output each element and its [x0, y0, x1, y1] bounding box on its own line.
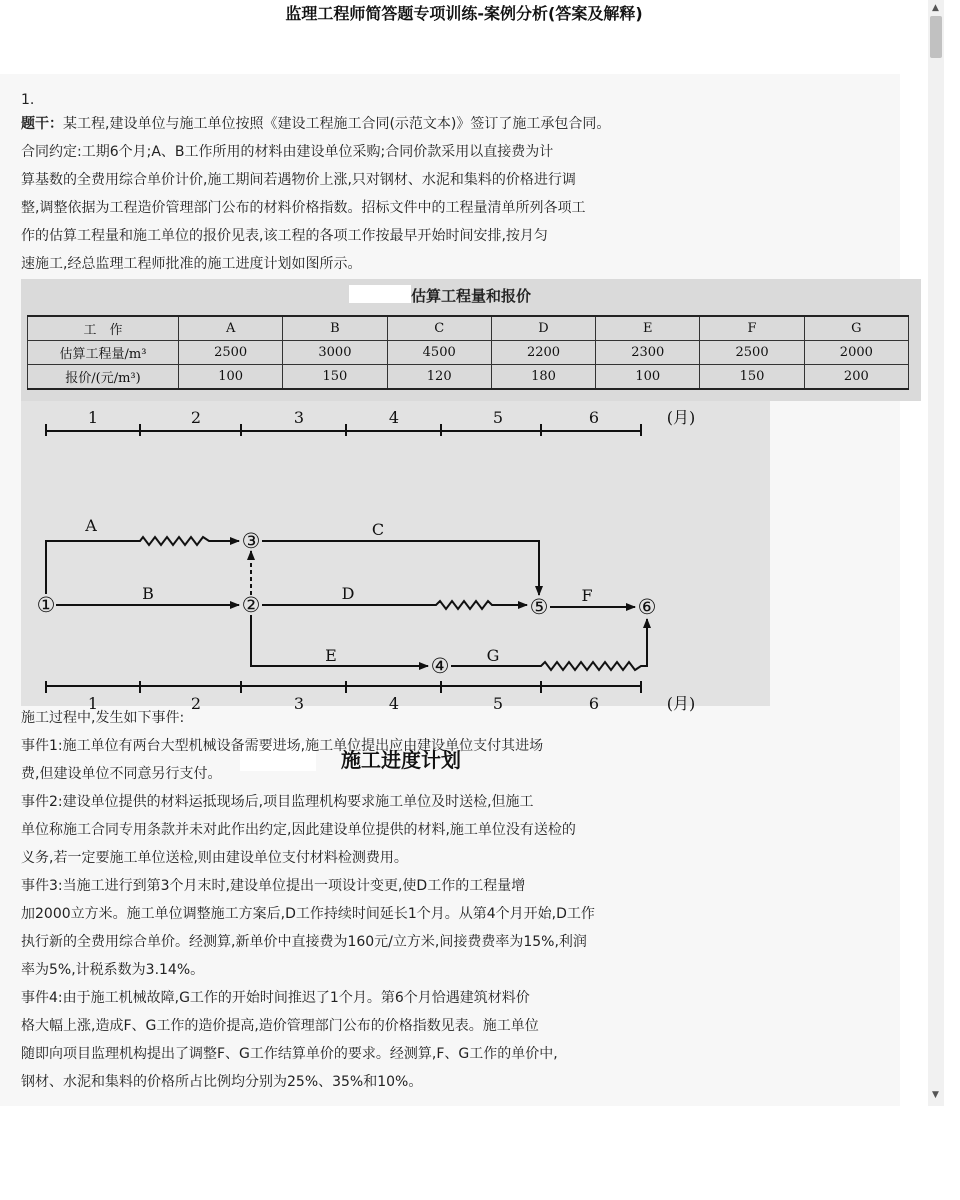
activity-label: F — [581, 586, 593, 605]
table-header-cell: 报价/(元/m³) — [28, 365, 179, 390]
question-stem — [21, 110, 881, 278]
node-5: ⑤ — [529, 595, 549, 619]
month-unit: (月) — [666, 694, 696, 713]
event-line: 钢材、水泥和集料的价格所占比例均分别为25%、35%和10%。 — [21, 1074, 423, 1090]
table-cell: 2000 — [804, 341, 908, 365]
month-label: 1 — [87, 408, 99, 427]
table-cell: A — [179, 316, 283, 341]
month-label: 1 — [87, 694, 99, 713]
event-line: 事件2:建设单位提供的材料运抵现场后,项目监理机构要求施工单位及时送检,但施工 — [21, 794, 534, 810]
month-label: 2 — [190, 408, 202, 427]
table-row — [28, 316, 909, 341]
activity-label: D — [341, 584, 355, 603]
event-line: 格大幅上涨,造成F、G工作的造价提高,造价管理部门公布的价格指数见表。施工单位 — [21, 1018, 539, 1034]
schedule-title: 施工进度计划 — [341, 748, 461, 772]
table-cell: 150 — [700, 365, 804, 390]
table-header-cell: 估算工程量/m³ — [28, 341, 179, 365]
activity-g-arrow — [451, 619, 647, 670]
activity-label: G — [486, 646, 500, 665]
stem-line: 作的估算工程量和施工单位的报价见表,该工程的各项工作按最早开始时间安排,按月匀 — [21, 228, 548, 244]
month-unit: (月) — [666, 408, 696, 427]
stem-label: 题干： — [21, 116, 63, 132]
vertical-scrollbar[interactable] — [928, 0, 944, 1106]
table-cell: 2200 — [491, 341, 595, 365]
stem-line: 合同约定:工期6个月;A、B工作所用的材料由建设单位采购;合同价款采用以直接费为计 — [21, 144, 554, 160]
activity-d-arrow — [262, 601, 527, 609]
activity-label: C — [371, 520, 385, 539]
table-row — [28, 365, 909, 390]
question-number: 1. — [21, 92, 35, 108]
month-label: 3 — [293, 408, 305, 427]
table-cell: D — [491, 316, 595, 341]
month-label: 3 — [293, 694, 305, 713]
table-cell: 3000 — [283, 341, 387, 365]
question-card — [0, 74, 900, 1106]
node-3: ③ — [241, 529, 261, 553]
event-line: 率为5%,计税系数为3.14%。 — [21, 962, 205, 978]
estimate-table-figure — [21, 279, 921, 401]
scrollbar-thumb[interactable] — [930, 16, 942, 58]
events-text — [21, 704, 881, 1096]
stem-line: 某工程,建设单位与施工单位按照《建设工程施工合同(示范文本)》签订了施工承包合同。 — [63, 116, 611, 132]
event-line: 单位称施工合同专用条款并未对此作出约定,因此建设单位提供的材料,施工单位没有送检的 — [21, 822, 576, 838]
node-1: ① — [36, 593, 56, 617]
activity-c-arrow — [262, 541, 539, 595]
activity-label: E — [325, 646, 337, 665]
table-cell: 4500 — [387, 341, 491, 365]
stem-line: 整,调整依据为工程造价管理部门公布的材料价格指数。招标文件中的工程量清单所列各项工 — [21, 200, 586, 216]
month-label: 4 — [388, 694, 400, 713]
table-title: 估算工程量和报价 — [410, 287, 531, 305]
month-label: 6 — [588, 408, 600, 427]
table-cell: G — [804, 316, 908, 341]
event-line: 费,但建设单位不同意另行支付。 — [21, 766, 222, 782]
event-line: 义务,若一定要施工单位送检,则由建设单位支付材料检测费用。 — [21, 850, 408, 866]
table-row — [28, 341, 909, 365]
month-label: 5 — [492, 408, 504, 427]
node-4: ④ — [430, 654, 450, 678]
month-label: 5 — [492, 694, 504, 713]
event-line: 施工过程中,发生如下事件: — [21, 710, 185, 726]
table-cell: 2500 — [700, 341, 804, 365]
table-cell: 150 — [283, 365, 387, 390]
table-cell: 120 — [387, 365, 491, 390]
node-6: ⑥ — [637, 595, 657, 619]
month-label: 4 — [388, 408, 400, 427]
activity-e-arrow — [251, 615, 428, 666]
node-2: ② — [241, 593, 261, 617]
table-cell: 180 — [491, 365, 595, 390]
activity-label: B — [142, 584, 154, 603]
table-header-cell: 工 作 — [28, 316, 179, 341]
estimate-table — [27, 315, 909, 390]
scroll-down-icon[interactable]: ▼ — [932, 1090, 939, 1100]
table-cell: E — [596, 316, 700, 341]
stem-line: 算基数的全费用综合单价计价,施工期间若遇物价上涨,只对钢材、水泥和集料的价格进行调 — [21, 172, 576, 188]
event-line: 事件3:当施工进行到第3个月末时,建设单位提出一项设计变更,使D工作的工程量增 — [21, 878, 526, 894]
bottom-time-scale — [46, 681, 641, 693]
activity-label: A — [85, 516, 97, 535]
stem-line: 速施工,经总监理工程师批准的施工进度计划如图所示。 — [21, 256, 362, 272]
event-line: 加2000立方米。施工单位调整施工方案后,D工作持续时间延长1个月。从第4个月开始,D工作 — [21, 906, 595, 922]
table-cell: 100 — [179, 365, 283, 390]
table-cell: 200 — [804, 365, 908, 390]
table-cell: 2300 — [596, 341, 700, 365]
page-title: 监理工程师简答题专项训练-案例分析(答案及解释) — [285, 4, 643, 23]
top-time-scale — [46, 424, 641, 436]
event-line: 随即向项目监理机构提出了调整F、G工作结算单价的要求。经测算,F、G工作的单价中, — [21, 1046, 558, 1062]
table-cell: 2500 — [179, 341, 283, 365]
month-label: 2 — [190, 694, 202, 713]
month-label: 6 — [588, 694, 600, 713]
table-cell: C — [387, 316, 491, 341]
table-cell: 100 — [596, 365, 700, 390]
event-line: 事件1:施工单位有两台大型机械设备需要进场,施工单位提出应由建设单位支付其进场 — [21, 738, 544, 754]
scroll-up-icon[interactable]: ▲ — [932, 3, 939, 13]
event-line: 事件4:由于施工机械故障,G工作的开始时间推迟了1个月。第6个月恰遇建筑材料价 — [21, 990, 530, 1006]
table-cell: F — [700, 316, 804, 341]
event-line: 执行新的全费用综合单价。经测算,新单价中直接费为160元/立方米,间接费费率为15%,利润 — [21, 934, 587, 950]
table-cell: B — [283, 316, 387, 341]
